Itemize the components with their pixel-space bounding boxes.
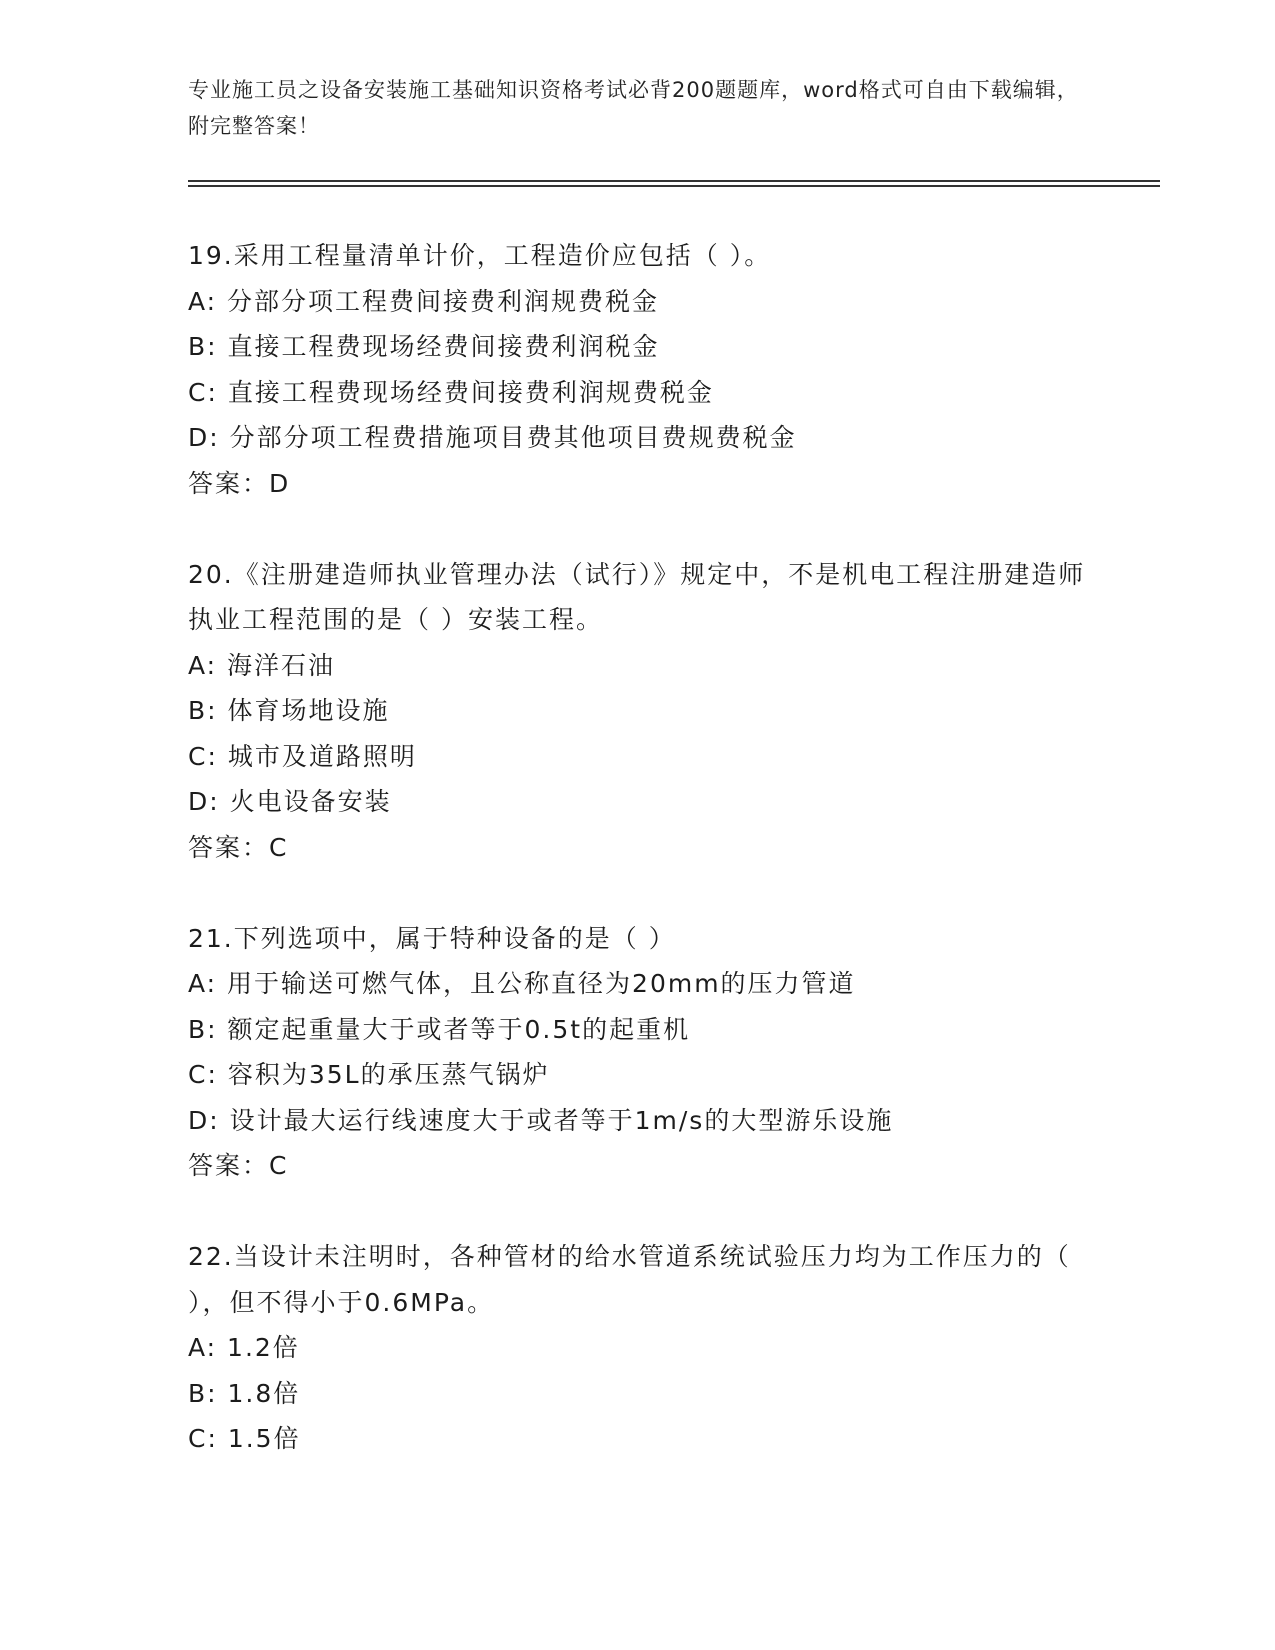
option-b: B: 额定起重量大于或者等于0.5t的起重机 — [188, 1014, 691, 1044]
option-b: B: 1.8倍 — [188, 1378, 301, 1408]
question-text: 22.当设计未注明时，各种管材的给水管道系统试验压力均为工作压力的（ ），但不得小于0.6MPa。 — [188, 1242, 1071, 1317]
option-c: C: 直接工程费现场经费间接费利润规费税金 — [188, 377, 714, 407]
question-19 — [188, 233, 1088, 506]
option-c: C: 城市及道路照明 — [188, 741, 417, 771]
option-d: D: 分部分项工程费措施项目费其他项目费规费税金 — [188, 423, 797, 452]
header-divider-top — [188, 180, 1160, 182]
answer: 答案：D — [188, 468, 291, 498]
question-21 — [188, 916, 1088, 1189]
question-list — [188, 233, 1088, 1507]
option-b: B: 体育场地设施 — [188, 696, 390, 725]
option-d: D: 火电设备安装 — [188, 787, 392, 816]
option-a: A: 海洋石油 — [188, 650, 336, 680]
option-a: A: 用于输送可燃气体，且公称直径为20mm的压力管道 — [188, 969, 856, 998]
document-header: 专业施工员之设备安装施工基础知识资格考试必背200题题库，word格式可自由下载编辑，附完整答案！ — [188, 78, 1079, 138]
question-22 — [188, 1234, 1088, 1462]
option-d: D: 设计最大运行线速度大于或者等于1m/s的大型游乐设施 — [188, 1105, 894, 1135]
question-text: 19.采用工程量清单计价，工程造价应包括（ ）。 — [188, 241, 772, 270]
answer: 答案：C — [188, 1151, 289, 1180]
option-a: A: 1.2倍 — [188, 1333, 300, 1362]
option-c: C: 1.5倍 — [188, 1424, 301, 1453]
header-divider-bottom — [188, 185, 1160, 187]
question-text: 21.下列选项中，属于特种设备的是（ ） — [188, 923, 676, 953]
option-a: A: 分部分项工程费间接费利润规费税金 — [188, 286, 660, 316]
answer: 答案：C — [188, 832, 289, 862]
option-b: B: 直接工程费现场经费间接费利润税金 — [188, 332, 660, 361]
question-20 — [188, 552, 1088, 871]
option-c: C: 容积为35L的承压蒸气锅炉 — [188, 1060, 550, 1089]
question-text: 20.《注册建造师执业管理办法（试行）》规定中，不是机电工程注册建造师执业工程范围的是（ ）安装工程。 — [188, 559, 1086, 634]
